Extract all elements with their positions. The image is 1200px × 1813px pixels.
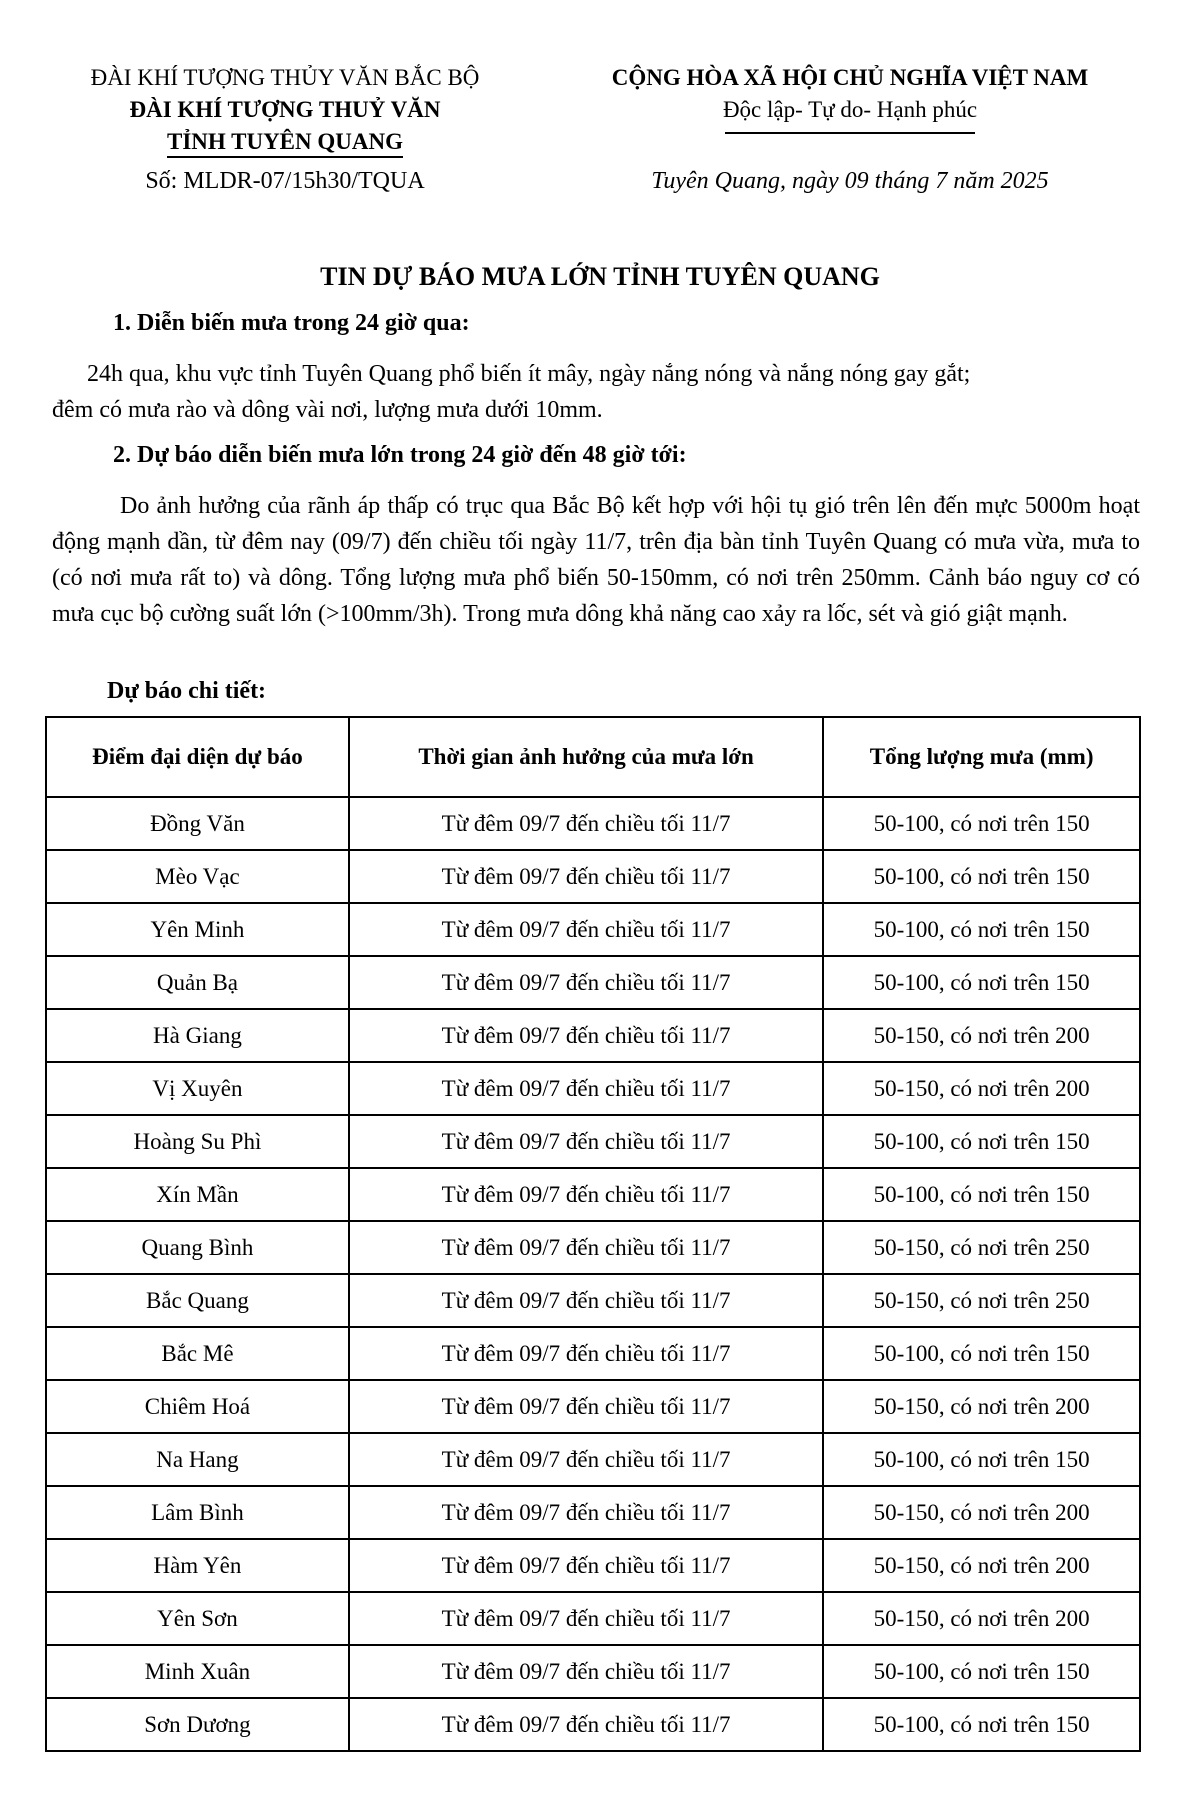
column-header-location: Điểm đại diện dự báo (46, 717, 349, 797)
cell-rainfall: 50-100, có nơi trên 150 (823, 797, 1140, 850)
cell-period: Từ đêm 09/7 đến chiều tối 11/7 (349, 1168, 823, 1221)
cell-location: Chiêm Hoá (46, 1380, 349, 1433)
place-and-date: Tuyên Quang, ngày 09 tháng 7 năm 2025 (651, 168, 1049, 194)
cell-location: Xín Mần (46, 1168, 349, 1221)
cell-period: Từ đêm 09/7 đến chiều tối 11/7 (349, 1592, 823, 1645)
cell-period: Từ đêm 09/7 đến chiều tối 11/7 (349, 1274, 823, 1327)
cell-rainfall: 50-150, có nơi trên 200 (823, 1380, 1140, 1433)
table-row (46, 1486, 1140, 1539)
table-row (46, 956, 1140, 1009)
cell-rainfall: 50-150, có nơi trên 200 (823, 1539, 1140, 1592)
cell-location: Yên Sơn (46, 1592, 349, 1645)
cell-location: Mèo Vạc (46, 850, 349, 903)
cell-rainfall: 50-150, có nơi trên 250 (823, 1221, 1140, 1274)
column-header-rainfall: Tổng lượng mưa (mm) (823, 717, 1140, 797)
document-number: Số: MLDR-07/15h30/TQUA (145, 168, 425, 194)
table-row (46, 1698, 1140, 1751)
table-row (46, 903, 1140, 956)
cell-period: Từ đêm 09/7 đến chiều tối 11/7 (349, 1062, 823, 1115)
cell-rainfall: 50-100, có nơi trên 150 (823, 1645, 1140, 1698)
cell-location: Bắc Quang (46, 1274, 349, 1327)
cell-rainfall: 50-100, có nơi trên 150 (823, 850, 1140, 903)
table-row (46, 1380, 1140, 1433)
cell-period: Từ đêm 09/7 đến chiều tối 11/7 (349, 1645, 823, 1698)
cell-period: Từ đêm 09/7 đến chiều tối 11/7 (349, 1698, 823, 1751)
national-motto: Độc lập- Tự do- Hạnh phúc (722, 97, 978, 122)
cell-location: Hoàng Su Phì (46, 1115, 349, 1168)
column-header-period: Thời gian ảnh hưởng của mưa lớn (349, 717, 823, 797)
cell-rainfall: 50-100, có nơi trên 150 (823, 1327, 1140, 1380)
cell-rainfall: 50-100, có nơi trên 150 (823, 1115, 1140, 1168)
cell-period: Từ đêm 09/7 đến chiều tối 11/7 (349, 797, 823, 850)
cell-period: Từ đêm 09/7 đến chiều tối 11/7 (349, 1433, 823, 1486)
table-row (46, 1592, 1140, 1645)
agency-name-line1: ĐÀI KHÍ TƯỢNG THUỶ VĂN (129, 97, 441, 122)
cell-period: Từ đêm 09/7 đến chiều tối 11/7 (349, 1539, 823, 1592)
table-row (46, 1539, 1140, 1592)
issuing-agency-block (55, 62, 515, 158)
cell-rainfall: 50-150, có nơi trên 200 (823, 1486, 1140, 1539)
forecast-table (45, 716, 1141, 1752)
table-row (46, 1645, 1140, 1698)
cell-location: Hàm Yên (46, 1539, 349, 1592)
cell-period: Từ đêm 09/7 đến chiều tối 11/7 (349, 1380, 823, 1433)
nation-name: CỘNG HÒA XÃ HỘI CHỦ NGHĨA VIỆT NAM (611, 65, 1089, 90)
table-row (46, 1327, 1140, 1380)
cell-location: Na Hang (46, 1433, 349, 1486)
section1-heading: 1. Diễn biến mưa trong 24 giờ qua: (113, 310, 470, 336)
cell-period: Từ đêm 09/7 đến chiều tối 11/7 (349, 850, 823, 903)
cell-location: Minh Xuân (46, 1645, 349, 1698)
cell-location: Hà Giang (46, 1009, 349, 1062)
table-row (46, 1433, 1140, 1486)
cell-location: Yên Minh (46, 903, 349, 956)
cell-location: Quang Bình (46, 1221, 349, 1274)
cell-period: Từ đêm 09/7 đến chiều tối 11/7 (349, 1115, 823, 1168)
cell-location: Quản Bạ (46, 956, 349, 1009)
national-header-block (545, 62, 1155, 134)
cell-period: Từ đêm 09/7 đến chiều tối 11/7 (349, 956, 823, 1009)
cell-location: Đồng Văn (46, 797, 349, 850)
cell-rainfall: 50-100, có nơi trên 150 (823, 1168, 1140, 1221)
section1-body-first: 24h qua, khu vực tỉnh Tuyên Quang phổ biến ít mây, ngày nắng nóng và nắng nóng gay gắt; (87, 361, 971, 387)
cell-period: Từ đêm 09/7 đến chiều tối 11/7 (349, 1486, 823, 1539)
section2-body: Do ảnh hưởng của rãnh áp thấp có trục qua Bắc Bộ kết hợp với hội tụ gió trên lên đến mực 5000m hoạt động mạnh dần, từ đêm nay (09/7) đến chiều tối ngày 11/7, trên địa bàn tỉnh Tuyên Quang có mưa vừa, mưa to (có nơi mưa rất to) và dông. Tổng lượng mưa phổ biến 50-150mm, có nơi trên 250mm. Cảnh báo nguy cơ có mưa cục bộ cường suất lớn (>100mm/3h). Trong mưa dông khả năng cao xảy ra lốc, sét và gió giật mạnh. (52, 493, 1140, 627)
cell-rainfall: 50-150, có nơi trên 250 (823, 1274, 1140, 1327)
cell-rainfall: 50-100, có nơi trên 150 (823, 1698, 1140, 1751)
table-row (46, 850, 1140, 903)
cell-location: Lâm Bình (46, 1486, 349, 1539)
section1-body-rest: đêm có mưa rào và dông vài nơi, lượng mưa dưới 10mm. (52, 397, 603, 423)
table-row (46, 1274, 1140, 1327)
cell-rainfall: 50-100, có nơi trên 150 (823, 956, 1140, 1009)
table-row (46, 1168, 1140, 1221)
cell-period: Từ đêm 09/7 đến chiều tối 11/7 (349, 903, 823, 956)
cell-rainfall: 50-100, có nơi trên 150 (823, 903, 1140, 956)
section1-body (52, 356, 1140, 428)
detail-heading: Dự báo chi tiết: (107, 678, 267, 704)
forecast-table-body (46, 797, 1140, 1751)
section2-heading: 2. Dự báo diễn biến mưa lớn trong 24 giờ đến 48 giờ tới: (113, 442, 687, 468)
cell-location: Vị Xuyên (46, 1062, 349, 1115)
document-title: TIN DỰ BÁO MƯA LỚN TỈNH TUYÊN QUANG (320, 262, 880, 291)
agency-name-line2: TỈNH TUYÊN QUANG (167, 128, 403, 158)
cell-location: Bắc Mê (46, 1327, 349, 1380)
cell-rainfall: 50-150, có nơi trên 200 (823, 1009, 1140, 1062)
cell-location: Sơn Dương (46, 1698, 349, 1751)
cell-rainfall: 50-150, có nơi trên 200 (823, 1062, 1140, 1115)
motto-underline (725, 132, 975, 134)
table-row (46, 1115, 1140, 1168)
parent-agency: ĐÀI KHÍ TƯỢNG THỦY VĂN BẮC BỘ (90, 65, 480, 90)
table-row (46, 1062, 1140, 1115)
table-row (46, 797, 1140, 850)
cell-period: Từ đêm 09/7 đến chiều tối 11/7 (349, 1009, 823, 1062)
cell-period: Từ đêm 09/7 đến chiều tối 11/7 (349, 1221, 823, 1274)
table-row (46, 1009, 1140, 1062)
table-header-row (46, 717, 1140, 797)
cell-rainfall: 50-100, có nơi trên 150 (823, 1433, 1140, 1486)
cell-rainfall: 50-150, có nơi trên 200 (823, 1592, 1140, 1645)
cell-period: Từ đêm 09/7 đến chiều tối 11/7 (349, 1327, 823, 1380)
table-row (46, 1221, 1140, 1274)
